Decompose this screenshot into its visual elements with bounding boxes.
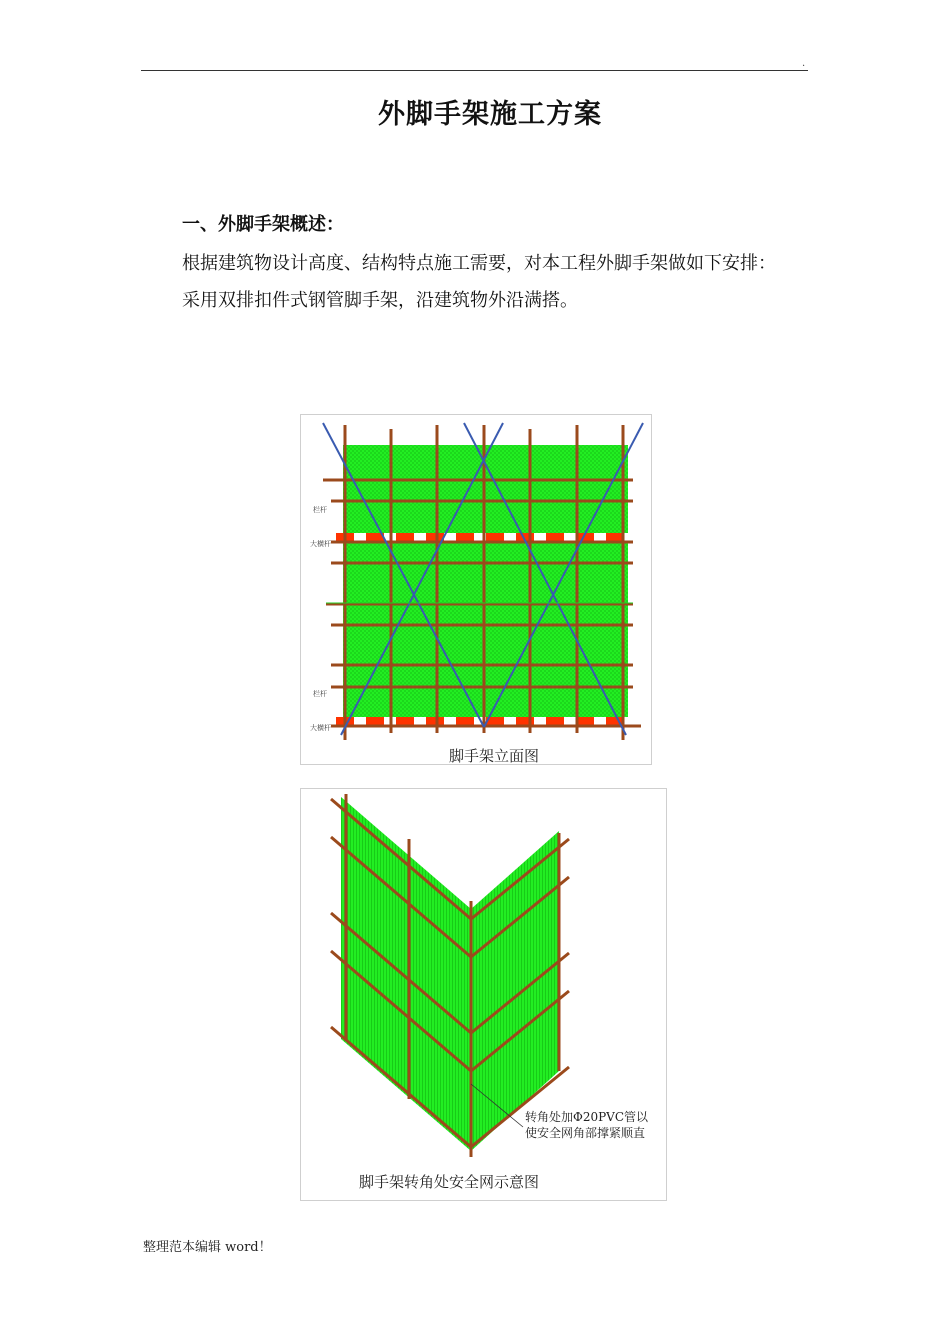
figure2-caption: 脚手架转角处安全网示意图 — [359, 1173, 540, 1191]
label-ledger-top: 大横杆 — [310, 540, 331, 548]
right-net-panel — [471, 831, 559, 1151]
document-title: 外脚手架施工方案 — [378, 99, 602, 130]
header-dot: . — [802, 58, 806, 69]
scaffold-elevation-drawing — [301, 415, 651, 764]
label-railing-bottom: 栏杆 — [313, 690, 327, 698]
paragraph-line-1: 根据建筑物设计高度、结构特点施工需要，对本工程外脚手架做如下安排： — [182, 253, 776, 274]
paragraph-line-2: 采用双排扣件式钢管脚手架，沿建筑物外沿满搭。 — [182, 290, 578, 311]
section-heading: 一、外脚手架概述： — [182, 214, 344, 235]
left-net-panel — [341, 797, 471, 1151]
corner-note-line-1: 转角处加Φ20PVC管以 — [525, 1110, 649, 1124]
figure1-caption: 脚手架立面图 — [449, 747, 540, 765]
corner-note-line-2: 使安全网角部撑紧顺直 — [525, 1126, 646, 1140]
corner-note — [525, 1109, 648, 1141]
header-rule — [141, 70, 808, 71]
corner-net-figure — [300, 788, 667, 1201]
scaffold-elevation-figure — [300, 414, 652, 765]
label-ledger-bottom: 大横杆 — [310, 724, 331, 732]
label-railing-top: 栏杆 — [313, 506, 327, 514]
page-footer: 整理范本编辑 word！ — [143, 1240, 272, 1255]
